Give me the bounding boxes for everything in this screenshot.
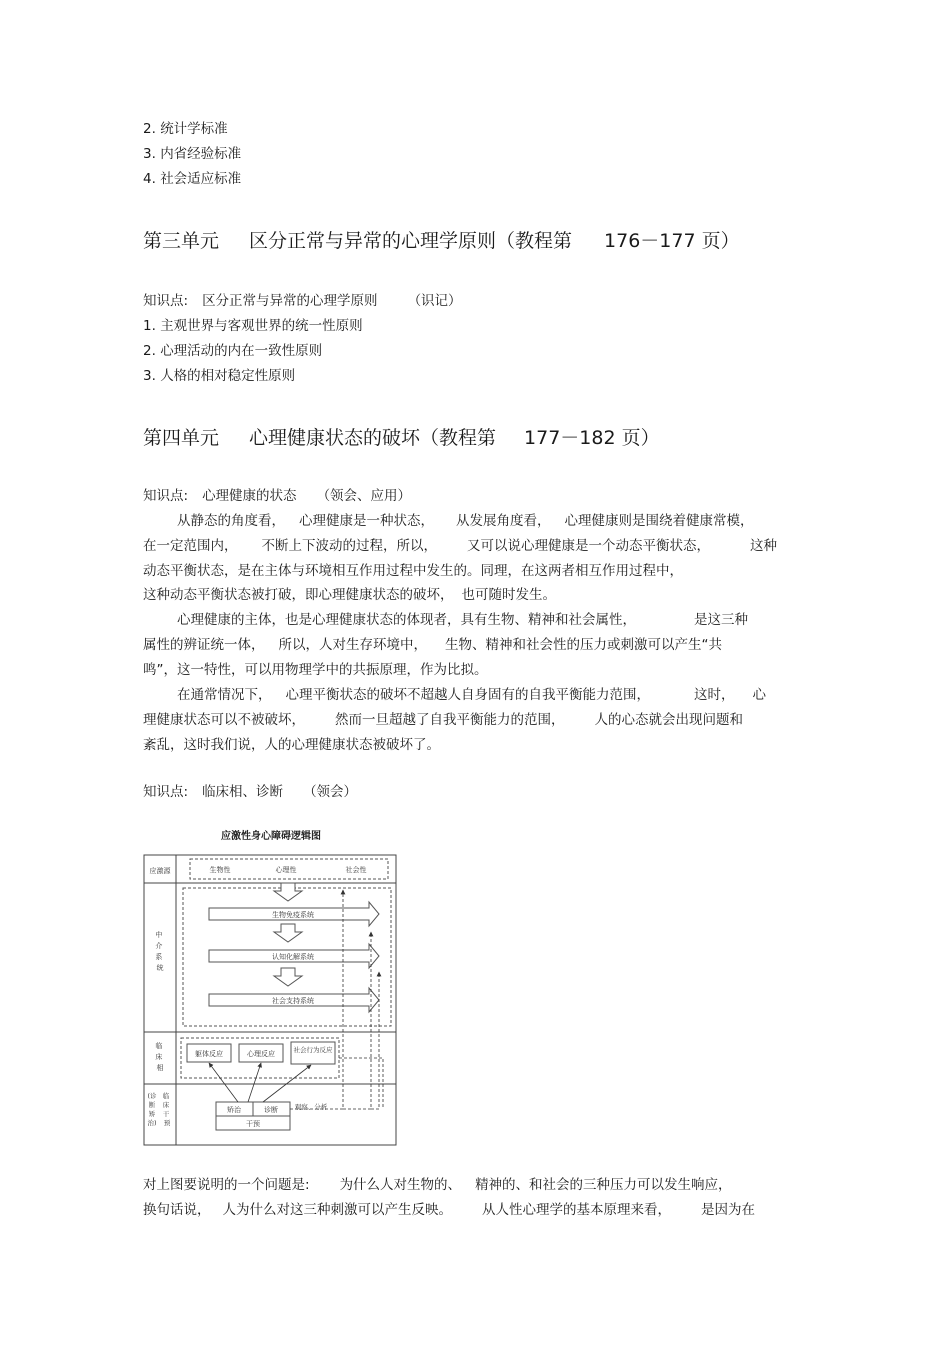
response-somatic: 躯体反应 [195,1050,223,1058]
paragraph-line: 在一定范围内， 不断上下波动的过程，所以， 又可以说心理健康是一个动态平衡状态， 这种 [143,538,777,554]
paragraph-line: 心理健康的主体，也是心理健康状态的体现者，具有生物、精神和社会属性， 是这三种 [177,612,748,628]
list-item: 1. 主观世界与客观世界的统一性原则 [143,318,363,334]
paragraph-line: 动态平衡状态，是在主体与环境相互作用过程中发生的。同理，在这两者相互作用过程中， [143,563,683,579]
paragraph-line: 属性的辨证统一体， 所以，人对生存环境中， 生物、精神和社会性的压力或刺激可以产生“共 [143,637,722,653]
action-treat: 矫治 [227,1106,241,1114]
action-diagnose: 诊断 [264,1106,278,1114]
unit3-heading: 第三单元 区分正常与异常的心理学原则（教程第 176－177 页） [143,230,740,252]
system-social: 社会支持系统 [272,997,314,1005]
list-item: 3. 人格的相对稳定性原则 [143,368,296,384]
knowledge-point: 知识点: 区分正常与异常的心理学原则 （识记） [143,293,462,309]
paragraph-line: 理健康状态可以不被破坏， 然而一旦超越了自我平衡能力的范围， 人的心态就会出现问题和 [143,712,743,728]
source-biological: 生物性 [209,866,231,874]
source-social: 社会性 [345,866,367,874]
source-psychological: 心理性 [275,866,297,874]
system-cognitive: 认知化解系统 [272,953,314,961]
list-item: 3. 内省经验标准 [143,146,242,162]
row-label-source: 应激源 [149,867,171,875]
unit4-heading: 第四单元 心理健康状态的破坏（教程第 177－182 页） [143,427,660,449]
list-item: 4. 社会适应标准 [143,171,242,187]
response-psych: 心理反应 [247,1050,275,1058]
row-label-intervention: (诊 断 矫 治) 临 床 干 预 [147,1092,171,1127]
knowledge-point: 知识点: 临床相、诊断 （领会） [143,784,358,800]
paragraph-line: 鸣”，这一特性，可以用物理学中的共振原理，作为比拟。 [143,662,488,678]
list-item: 2. 心理活动的内在一致性原则 [143,343,323,359]
stress-disorder-logic-diagram [143,822,403,1148]
row-label-clinical: 临 床 相 [155,1042,164,1072]
system-immune: 生物免疫系统 [272,911,314,919]
paragraph-line: 换句话说， 人为什么对这三种刺激可以产生反映。 从人性心理学的基本原理来看， 是因为在 [143,1202,755,1218]
list-item: 2. 统计学标准 [143,121,228,137]
response-social: 社会行为反应 [293,1046,333,1054]
paragraph-line: 紊乱，这时我们说，人的心理健康状态被破坏了。 [143,737,440,753]
action-intervene: 干预 [246,1120,260,1128]
action-observe: 观察、分析 [294,1103,328,1111]
paragraph-line: 对上图要说明的一个问题是: 为什么人对生物的、 精神的、和社会的三种压力可以发生响应， [143,1177,732,1193]
paragraph-line: 这种动态平衡状态被打破，即心理健康状态的破坏， 也可随时发生。 [143,587,556,603]
row-label-mediator: 中 介 系 统 [155,931,164,972]
paragraph-line: 在通常情况下， 心理平衡状态的破坏不超越人自身固有的自我平衡能力范围， 这时， 心 [177,687,766,703]
diagram-title: 应激性身心障碍逻辑图 [221,831,321,842]
paragraph-line: 从静态的角度看， 心理健康是一种状态， 从发展角度看， 心理健康则是围绕着健康常模， [177,513,754,529]
knowledge-point: 知识点: 心理健康的状态 （领会、应用） [143,488,412,504]
